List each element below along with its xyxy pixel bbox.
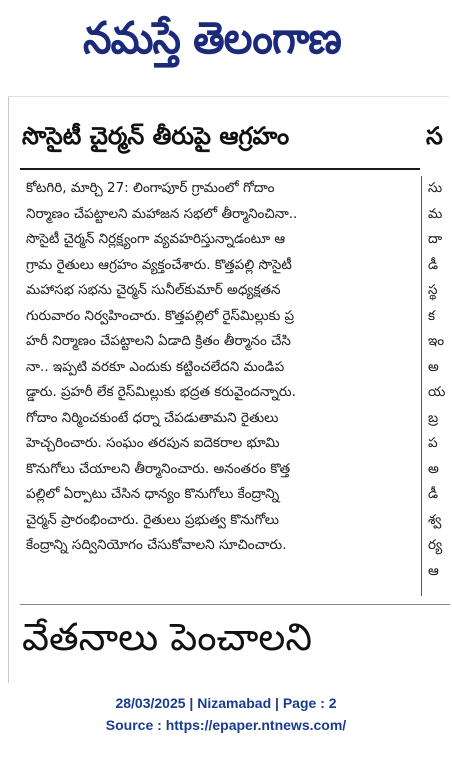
adjacent-column-line: అ [428, 460, 439, 477]
article-headline: సొసైటీ చైర్మన్ తీరుపై ఆగ్రహం [22, 122, 290, 150]
article-line: నా.. ఇప్పటి వరకూ ఎందుకు కట్టించలేదని మండిప [26, 358, 285, 375]
adjacent-column [428, 176, 450, 596]
adjacent-column-line: ఆ [428, 562, 439, 579]
masthead [0, 0, 452, 88]
article-line: సొసైటీ చైర్మన్ నిర్లక్ష్యంగా వ్యవహరిస్తున్నాడంటూ ఆ [26, 231, 286, 247]
article-line: కోటగిరి, మార్చి 27: లింగాపూర్ గ్రామంలో గోదాం [26, 180, 275, 196]
article-line: గోదాం నిర్మించకుంటే ధర్నా చేపడుతామని రైతులు [26, 409, 279, 426]
article-line: పల్లిలో ఏర్పాటు చేసిన ధాన్యం కొనుగోలు కేంద్రాన్ని [26, 486, 280, 502]
headline-rule [20, 168, 420, 170]
article-line: నిర్మాణం చేపట్టాలని మహాజన సభలో తీర్మానించినా.. [26, 205, 298, 222]
footer-date-edition: 28/03/2025 | Nizamabad | Page : 2 [115, 695, 337, 711]
article-line: గ్రామ రైతులు ఆగ్రహం వ్యక్తంచేశారు. కొత్తపల్లి సొసైటీ [26, 256, 292, 273]
adjacent-column-line: దా [428, 231, 443, 247]
article-line: హరీ నిర్మాణం చేపట్టాలని ఏడాది క్రితం తీర్మానం చేసి [26, 333, 291, 349]
adjacent-column-line: ఇం [428, 333, 445, 349]
adjacent-column-line: శ్వ [428, 511, 442, 528]
adjacent-headline-fragment: స [426, 122, 443, 150]
article-line: హెచ్చరించారు. సంఘం తరపున ఐదెకరాల భూమి [26, 435, 280, 451]
article-line: మహాసభ సభను చైర్మన్ సునీల్‌కుమార్ అధ్యక్షతన [26, 282, 281, 298]
article-body [26, 176, 416, 594]
adjacent-column-line: య [428, 384, 446, 400]
article-line: కేంద్రాన్ని సద్వినియోగం చేసుకోవాలని సూచించారు. [26, 537, 287, 553]
adjacent-column-line: స్థ [428, 282, 438, 298]
adjacent-column-line: డీ [428, 486, 438, 502]
article-line: డ్డారు. ప్రహరీ లేక రైస్‌మిల్లుకు భద్రత కరువైందన్నారు. [26, 384, 296, 400]
adjacent-column-line: అ [428, 358, 439, 375]
adjacent-column-line: క [428, 307, 436, 324]
adjacent-column-line: సు [428, 180, 443, 196]
adjacent-column-line: డీ [428, 256, 438, 273]
article-line: గురువారం నిర్వహించారు. కొత్తపల్లిలో రైస్‌మిల్లుకు ప్ర [26, 307, 295, 324]
adjacent-column-line: ప [428, 435, 438, 451]
adjacent-column-line: ర్య [428, 537, 443, 553]
footer-source: Source : https://epaper.ntnews.com/ [105, 717, 347, 733]
footer [0, 692, 452, 742]
adjacent-column-line: బ్ర [428, 409, 439, 426]
article-line: చైర్మన్ ప్రారంభించారు. రైతులు ప్రభుత్వ కొనుగోలు [26, 511, 279, 528]
next-article-headline: వేతనాలు పెంచాలని [22, 615, 313, 659]
column-divider [421, 176, 422, 596]
adjacent-column-line: మ [428, 205, 443, 222]
newspaper-logo: నమస్తే తెలంగాణ [83, 13, 341, 64]
section-rule [20, 604, 450, 605]
article-line: కొనుగోలు చేయాలని తీర్మానించారు. అనంతరం కొత్త [26, 460, 291, 477]
